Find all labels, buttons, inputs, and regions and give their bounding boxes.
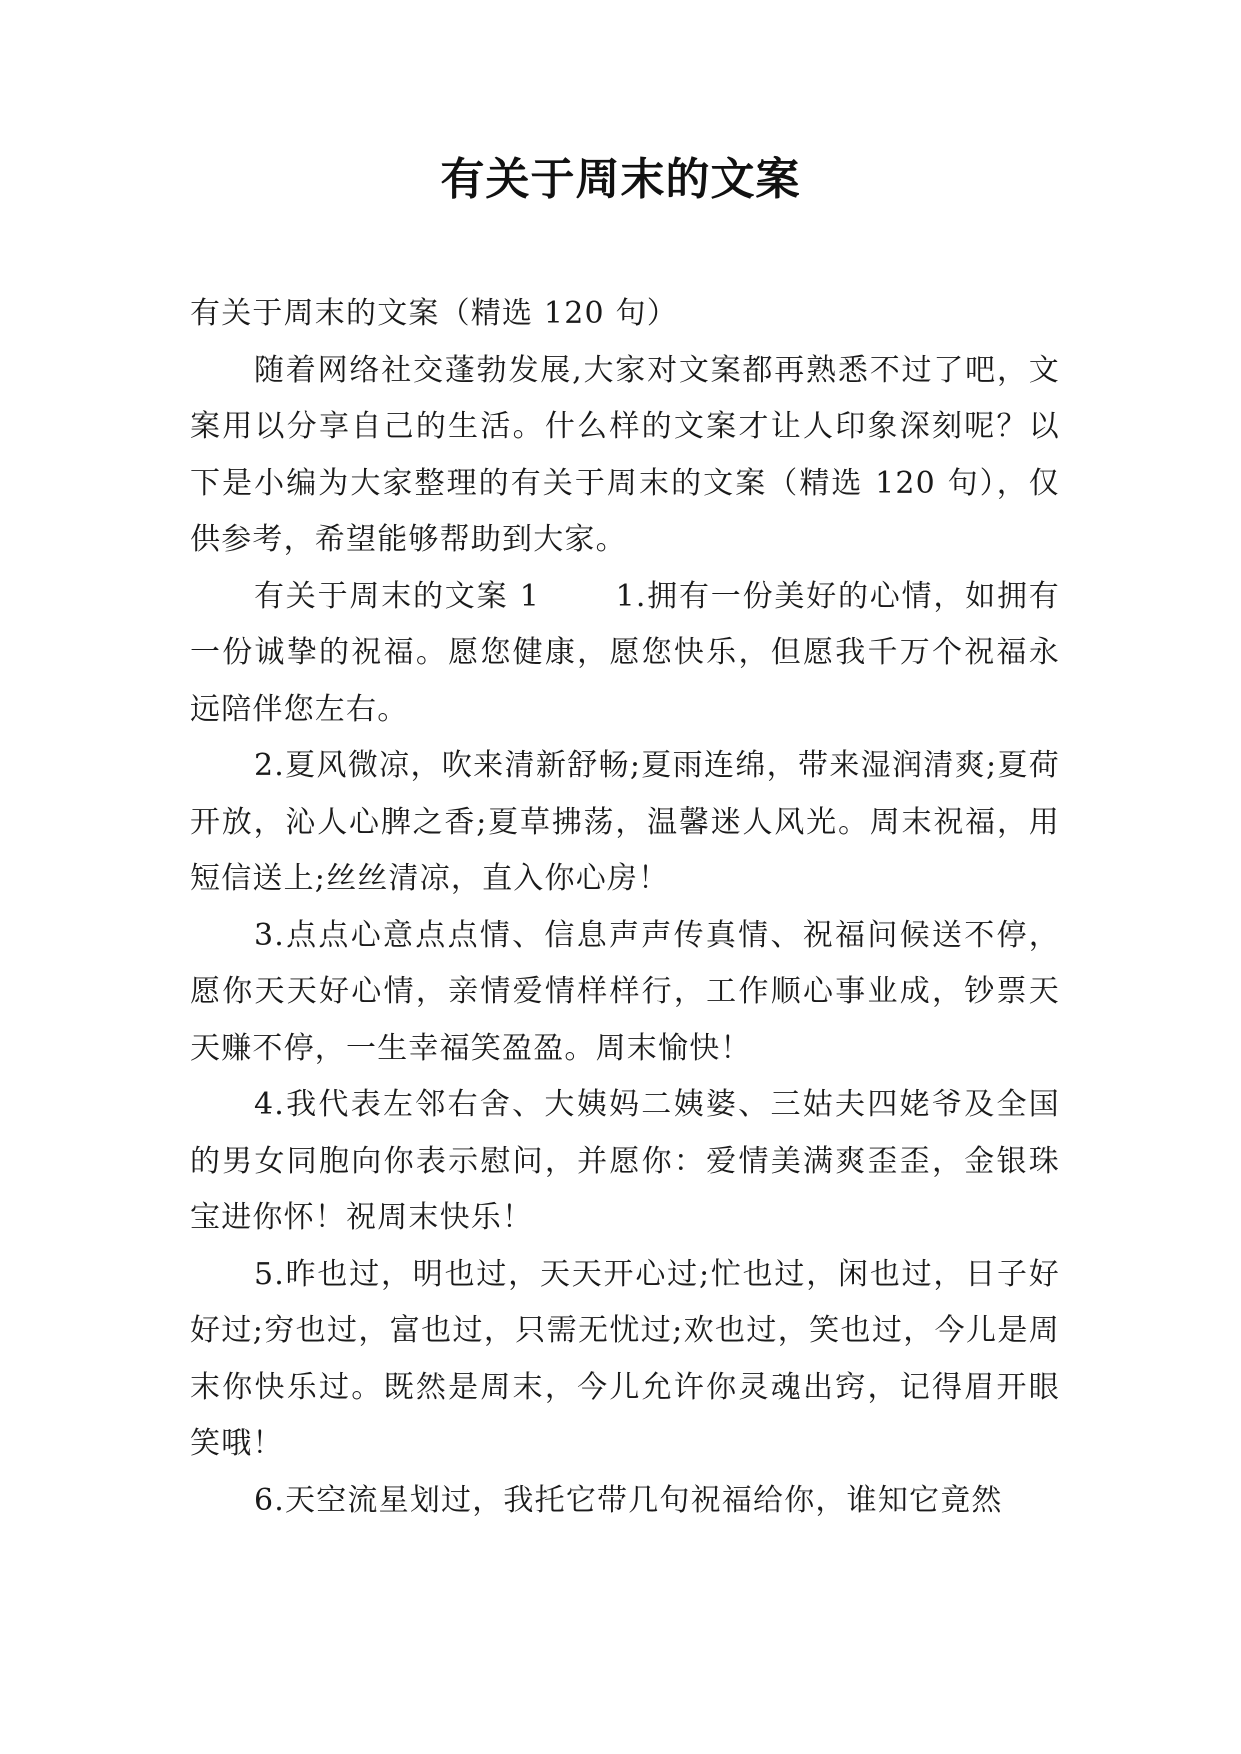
item-paragraph-1: 有关于周末的文案 1 1.拥有一份美好的心情，如拥有一份诚挚的祝福。愿您健康，愿您快乐，但愿我千万个祝福永远陪伴您左右。 bbox=[190, 578, 1060, 727]
item-paragraph-5: 5.昨也过，明也过，天天开心过;忙也过，闲也过，日子好好过;穷也过，富也过，只需无忧过;欢也过，笑也过，今儿是周末你快乐过。既然是周末，今儿允许你灵魂出窍，记得眉开眼笑哦！ bbox=[190, 1256, 1060, 1461]
item-paragraph-4: 4.我代表左邻右舍、大姨妈二姨婆、三姑夫四姥爷及全国的男女同胞向你表示慰问，并愿你：爱情美满爽歪歪，金银珠宝进你怀！祝周末快乐！ bbox=[190, 1087, 1060, 1235]
intro-paragraph: 随着网络社交蓬勃发展,大家对文案都再熟悉不过了吧，文案用以分享自己的生活。什么样的文案才让人印象深刻呢？以下是小编为大家整理的有关于周末的文案（精选 120 句），仅供参考，希望能够帮助到大家。 bbox=[190, 352, 1060, 557]
item-paragraph-2: 2.夏风微凉，吹来清新舒畅;夏雨连绵，带来湿润清爽;夏荷开放，沁人心脾之香;夏草拂荡，温馨迷人风光。周末祝福，用短信送上;丝丝清凉，直入你心房！ bbox=[190, 748, 1060, 896]
document-body bbox=[190, 286, 1060, 1529]
subtitle-paragraph: 有关于周末的文案（精选 120 句） bbox=[190, 296, 678, 331]
item-paragraph-3: 3.点点心意点点情、信息声声传真情、祝福问候送不停，愿你天天好心情，亲情爱情样样行，工作顺心事业成，钞票天天赚不停，一生幸福笑盈盈。周末愉快！ bbox=[190, 917, 1060, 1066]
document-title: 有关于周末的文案 bbox=[440, 154, 801, 205]
item-paragraph-6: 6.天空流星划过，我托它带几句祝福给你，谁知它竟然 bbox=[254, 1482, 1003, 1518]
